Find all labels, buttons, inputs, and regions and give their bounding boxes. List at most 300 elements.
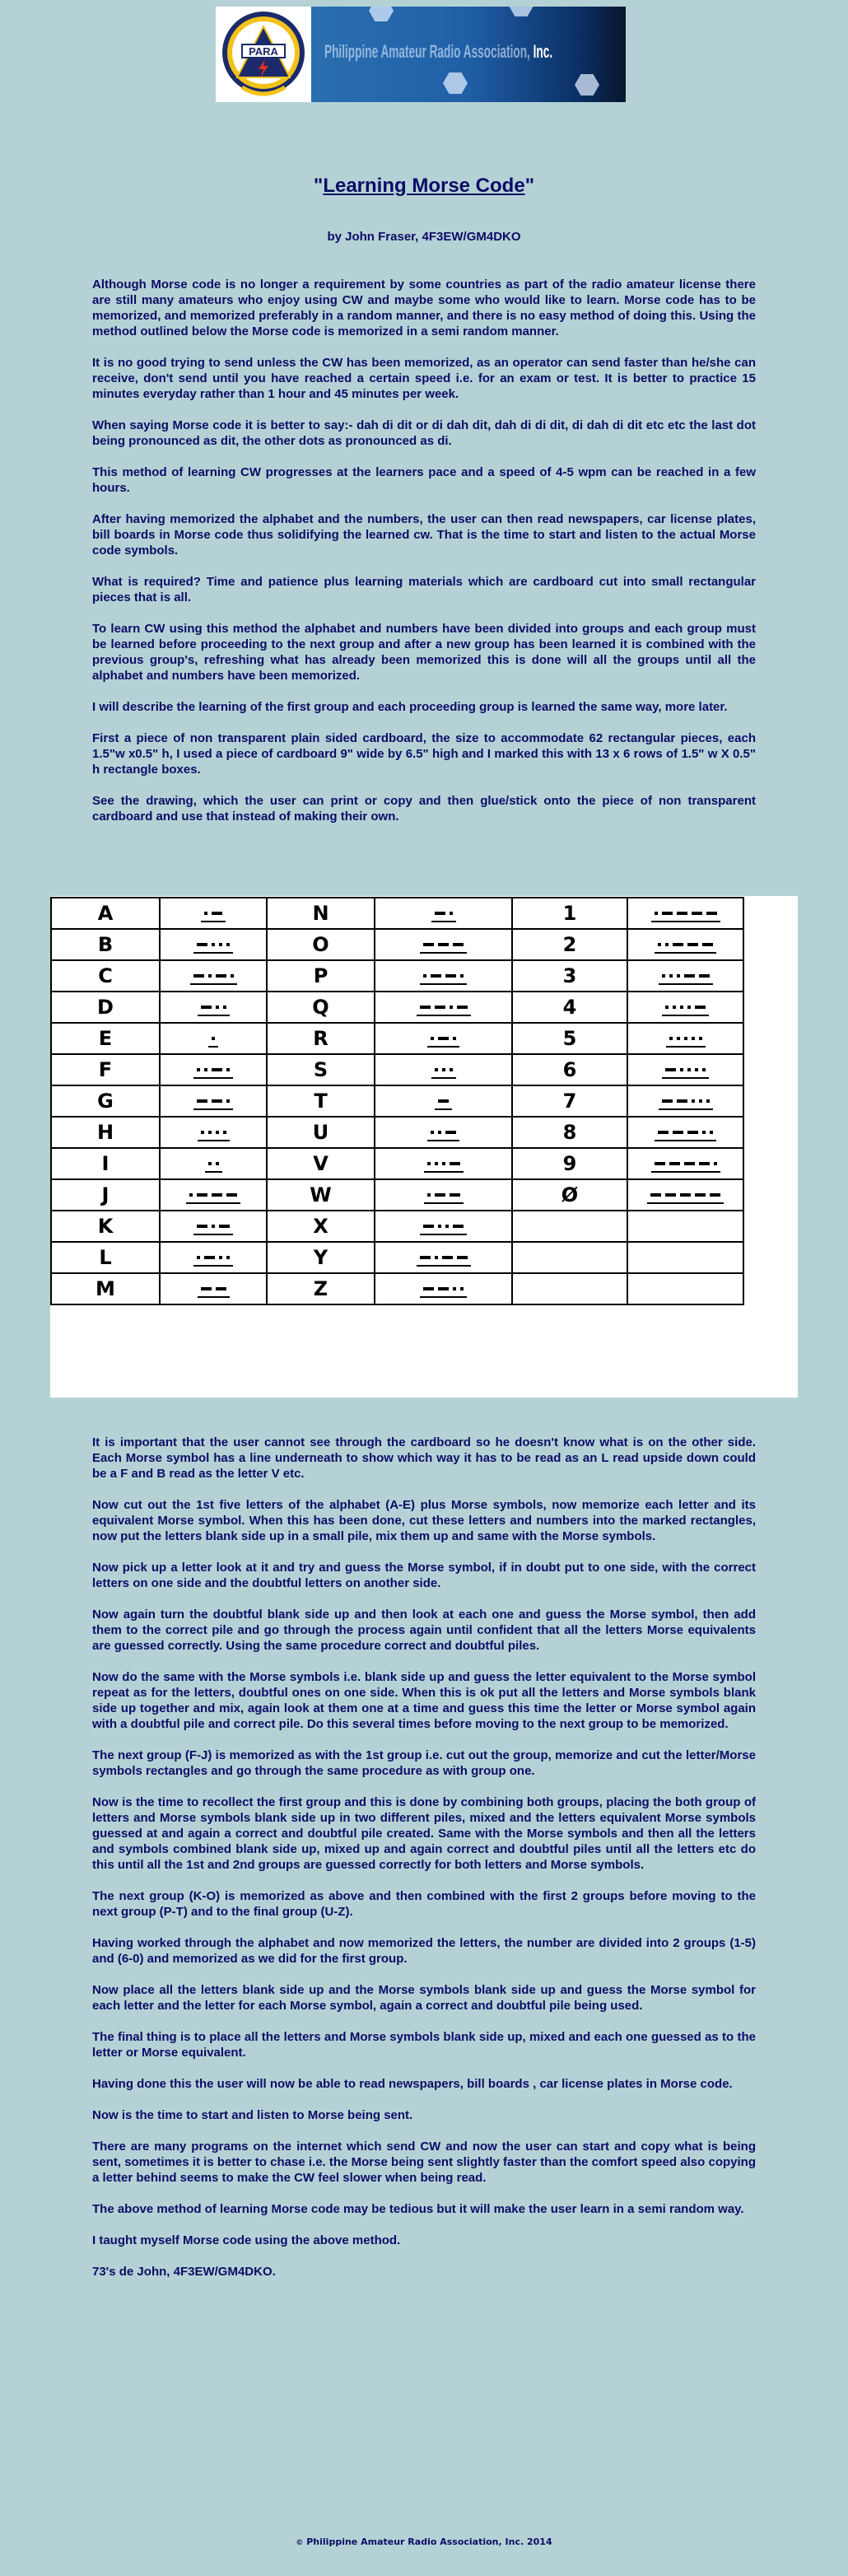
morse-symbol-cell bbox=[160, 898, 267, 929]
character-cell: 6 bbox=[512, 1054, 627, 1085]
morse-symbol-cell bbox=[627, 1211, 743, 1242]
dot-mark bbox=[219, 943, 222, 946]
morse-symbol bbox=[193, 1066, 233, 1079]
morse-symbol-cell bbox=[160, 929, 267, 960]
dot-mark bbox=[442, 1068, 445, 1071]
morse-symbol-cell bbox=[375, 1054, 512, 1085]
morse-symbol-cell bbox=[375, 1273, 512, 1304]
morse-symbol-cell bbox=[375, 992, 512, 1023]
morse-symbol-cell bbox=[627, 992, 743, 1023]
table-row bbox=[51, 960, 743, 992]
morse-symbol-cell bbox=[627, 1117, 743, 1148]
dash-mark bbox=[435, 912, 445, 915]
dot-mark bbox=[445, 1225, 449, 1228]
dash-mark bbox=[662, 912, 673, 915]
morse-symbol bbox=[647, 1192, 724, 1204]
orientation-underline bbox=[651, 1171, 720, 1173]
dot-mark bbox=[216, 1131, 219, 1134]
orientation-underline bbox=[205, 1171, 222, 1173]
dash-mark bbox=[423, 943, 434, 946]
dot-mark bbox=[208, 974, 212, 978]
morse-symbol bbox=[662, 1066, 709, 1079]
morse-symbol-cell bbox=[160, 1273, 267, 1304]
morse-symbol bbox=[417, 1004, 471, 1016]
character-cell: D bbox=[51, 992, 160, 1023]
character-cell: 1 bbox=[512, 898, 627, 929]
dash-mark bbox=[445, 1131, 456, 1134]
morse-symbol-cell bbox=[627, 1148, 743, 1179]
table-row bbox=[51, 1273, 743, 1304]
morse-symbol bbox=[659, 973, 713, 985]
paragraph: The final thing is to place all the letters and Morse symbols blank side up, mixed and each one guessed as to the letter or Morse equivalent. bbox=[92, 2030, 756, 2060]
dash-mark bbox=[662, 1099, 673, 1103]
morse-symbol bbox=[420, 941, 467, 954]
dot-mark bbox=[226, 943, 230, 946]
para-emblem-icon bbox=[217, 8, 310, 100]
dot-mark bbox=[212, 1225, 215, 1228]
dot-mark bbox=[189, 1193, 193, 1197]
dash-mark bbox=[420, 1006, 431, 1009]
character-cell: F bbox=[51, 1054, 160, 1085]
character-cell: N bbox=[267, 898, 375, 929]
orientation-underline bbox=[420, 1296, 467, 1298]
para-logo bbox=[216, 7, 311, 102]
dot-mark bbox=[450, 912, 453, 915]
dash-mark bbox=[212, 1099, 222, 1103]
dash-mark bbox=[423, 1287, 434, 1290]
morse-symbol bbox=[424, 1192, 464, 1204]
character-cell: B bbox=[51, 929, 160, 960]
character-cell: 7 bbox=[512, 1085, 627, 1117]
orientation-underline bbox=[420, 983, 467, 985]
morse-symbol bbox=[662, 1004, 709, 1016]
dot-mark bbox=[706, 1099, 710, 1103]
dot-mark bbox=[427, 1193, 431, 1197]
character-cell: Ø bbox=[512, 1179, 627, 1211]
table-row bbox=[51, 1242, 743, 1273]
dot-mark bbox=[197, 1256, 200, 1259]
character-cell: K bbox=[51, 1211, 160, 1242]
character-cell: J bbox=[51, 1179, 160, 1211]
morse-symbol-cell bbox=[160, 1023, 267, 1054]
dash-mark bbox=[212, 1193, 222, 1197]
morse-symbol-cell bbox=[627, 898, 743, 929]
dash-mark bbox=[197, 943, 207, 946]
morse-symbol bbox=[420, 973, 467, 985]
dash-mark bbox=[457, 1006, 468, 1009]
paragraph: First a piece of non transparent plain sided cardboard, the size to accommodate 62 rectangular pieces, each 1.5"w x0.5" h, I used a piece of cardboard 9" wide by 6.5" high and I marked this with 13 x 6 rows of 1.5" w X 0.5" h rectangle boxes. bbox=[92, 731, 756, 777]
orientation-underline bbox=[193, 1077, 233, 1079]
banner-suffix: Inc. bbox=[533, 41, 553, 62]
dash-mark bbox=[684, 1162, 695, 1165]
dash-mark bbox=[219, 1225, 230, 1228]
morse-symbol-cell bbox=[160, 1085, 267, 1117]
dot-mark bbox=[438, 1225, 441, 1228]
paragraph: Now place all the letters blank side up and the Morse symbols blank side up and guess the Morse symbol for each letter and the letter for each Morse symbol, again a correct and doubtful pile being used. bbox=[92, 1983, 756, 2013]
dot-mark bbox=[438, 1131, 441, 1134]
dash-mark bbox=[677, 912, 687, 915]
dot-mark bbox=[665, 1006, 669, 1009]
dot-mark bbox=[223, 1006, 226, 1009]
orientation-underline bbox=[435, 1108, 452, 1110]
character-cell: 8 bbox=[512, 1117, 627, 1148]
morse-symbol-cell bbox=[160, 960, 267, 992]
character-cell: 2 bbox=[512, 929, 627, 960]
morse-symbol bbox=[208, 1035, 218, 1048]
morse-symbol-cell bbox=[375, 1085, 512, 1117]
paragraph: It is no good trying to send unless the CW has been memorized, as an operator can send faster than he/she can receive, don't send until you have reached a certain speed i.e. for an exam or test. It is better to practice 15 minutes everyday rather than 1 hour and 45 minutes per week. bbox=[92, 356, 756, 401]
morse-code-chart bbox=[50, 896, 798, 1398]
dot-mark bbox=[677, 1037, 680, 1040]
dash-mark bbox=[673, 1131, 683, 1134]
dash-mark bbox=[710, 1193, 720, 1197]
morse-symbol bbox=[201, 910, 226, 922]
dot-mark bbox=[460, 974, 464, 978]
dash-mark bbox=[684, 974, 695, 978]
paragraph: Now is the time to start and listen to Morse being sent. bbox=[92, 2108, 413, 2122]
dot-mark bbox=[212, 1037, 215, 1040]
character-cell: 3 bbox=[512, 960, 627, 992]
page-title: "Learning Morse Code" bbox=[313, 175, 535, 197]
paragraph: Having done this the user will now be able to read newspapers, bill boards , car license plates in Morse code. bbox=[92, 2077, 733, 2091]
dash-mark bbox=[695, 1193, 706, 1197]
paragraph: Although Morse code is no longer a requirement by some countries as part of the radio amateur license there are still many amateurs who enjoy using CW and maybe some who would like to learn. Morse code has to be memorized, and memorized preferably in a random manner, and there is no easy method of doing this. Using the method outlined below the Morse code is memorized in a semi random manner. bbox=[92, 278, 756, 338]
paragraph: It is important that the user cannot see through the cardboard so he doesn't know what is on the other side. Each Morse symbol has a line underneath to show which way it has to be read as an L read upside down could be a F and B read as the letter V etc. bbox=[92, 1435, 756, 1481]
orientation-underline bbox=[193, 1265, 233, 1267]
dot-mark bbox=[231, 974, 234, 978]
table-row bbox=[51, 1179, 743, 1211]
dot-mark bbox=[208, 1162, 212, 1165]
dot-mark bbox=[687, 1006, 691, 1009]
morse-symbol-cell bbox=[375, 1211, 512, 1242]
dot-mark bbox=[226, 1256, 230, 1259]
dash-mark bbox=[453, 943, 464, 946]
character-cell: S bbox=[267, 1054, 375, 1085]
morse-symbol bbox=[427, 1035, 459, 1048]
character-cell: 5 bbox=[512, 1023, 627, 1054]
dash-mark bbox=[655, 1162, 665, 1165]
dash-mark bbox=[216, 1287, 226, 1290]
dash-mark bbox=[445, 974, 456, 978]
dash-mark bbox=[450, 1162, 460, 1165]
dash-mark bbox=[197, 1225, 207, 1228]
dash-mark bbox=[658, 1131, 669, 1134]
table-row bbox=[51, 1054, 743, 1085]
orientation-underline bbox=[198, 1140, 230, 1141]
dot-mark bbox=[219, 1256, 222, 1259]
dash-mark bbox=[438, 1037, 449, 1040]
morse-symbol-cell bbox=[160, 1211, 267, 1242]
dot-mark bbox=[226, 1068, 230, 1071]
morse-symbol bbox=[655, 941, 716, 954]
morse-symbol-cell bbox=[627, 1273, 743, 1304]
morse-symbol bbox=[193, 1254, 233, 1267]
morse-symbol-cell bbox=[160, 1054, 267, 1085]
paragraph: Having worked through the alphabet and now memorized the letters, the number are divided into 2 groups (1-5) and (6-0) and memorized as we did for the first group. bbox=[92, 1936, 756, 1966]
orientation-underline bbox=[659, 983, 713, 985]
dash-mark bbox=[212, 1068, 222, 1071]
paragraph: Now cut out the 1st five letters of the alphabet (A-E) plus Morse symbols, now memorize each letter and its equivalent Morse symbol. When this has been done, cut these letters and numbers into the marked rectangles, now put the letters blank side up in a small pile, mix them up and same with the Morse symbols. bbox=[92, 1498, 756, 1543]
dot-mark bbox=[427, 1162, 431, 1165]
method-paragraphs bbox=[92, 1435, 756, 2295]
dot-mark bbox=[216, 1162, 219, 1165]
dot-mark bbox=[655, 912, 658, 915]
dot-mark bbox=[460, 1287, 464, 1290]
table-row bbox=[51, 1211, 743, 1242]
paragraph: See the drawing, which the user can print or copy and then glue/stick onto the piece of non transparent cardboard and use that instead of making their own. bbox=[92, 794, 756, 824]
orientation-underline bbox=[417, 1265, 471, 1267]
dot-mark bbox=[684, 1037, 687, 1040]
morse-symbol-cell bbox=[627, 929, 743, 960]
dash-mark bbox=[450, 1193, 460, 1197]
dash-mark bbox=[677, 1099, 687, 1103]
character-cell: U bbox=[267, 1117, 375, 1148]
morse-symbol-cell bbox=[627, 1179, 743, 1211]
dot-mark bbox=[204, 1068, 207, 1071]
orientation-underline bbox=[424, 1202, 464, 1204]
morse-table bbox=[50, 897, 744, 1305]
dash-mark bbox=[442, 1256, 453, 1259]
copyright-icon: © bbox=[296, 2539, 304, 2547]
paragraph: Now is the time to recollect the first group and this is done by combining both groups, placing the both group of letters and Morse symbols blank side up in two different piles, mixed and the letters equivalent Morse symbols guessed at and again a correct and doubtful pile created. Same with the Morse symbols and then all the letters and symbols combined blank side up, mixed up and again correct and doubtful piles until all the letters etc do this until all the 1st and 2nd groups are guessed correctly for both letters and Morse symbols. bbox=[92, 1795, 756, 1872]
character-cell bbox=[512, 1273, 627, 1304]
morse-symbol bbox=[186, 1192, 240, 1204]
morse-symbol-cell bbox=[627, 960, 743, 992]
orientation-underline bbox=[201, 921, 226, 922]
paragraph: 73's de John, 4F3EW/GM4DKO. bbox=[92, 2265, 276, 2279]
orientation-underline bbox=[651, 921, 720, 922]
morse-symbol bbox=[198, 1129, 230, 1141]
morse-symbol-cell bbox=[375, 929, 512, 960]
dot-mark bbox=[435, 1162, 438, 1165]
site-banner bbox=[216, 7, 626, 102]
dash-mark bbox=[665, 1068, 676, 1071]
character-cell bbox=[512, 1242, 627, 1273]
orientation-underline bbox=[647, 1202, 724, 1204]
dot-mark bbox=[699, 1099, 702, 1103]
dash-mark bbox=[423, 1225, 434, 1228]
dash-mark bbox=[226, 1193, 237, 1197]
paragraph: The next group (F-J) is memorized as with the 1st group i.e. cut out the group, memorize and cut the letter/Morse symbols rectangles and go through the same procedure as with group one. bbox=[92, 1748, 756, 1778]
orientation-underline bbox=[427, 1140, 459, 1141]
orientation-underline bbox=[186, 1202, 240, 1204]
table-row bbox=[51, 898, 743, 929]
morse-symbol-cell bbox=[160, 1242, 267, 1273]
dot-mark bbox=[669, 1037, 673, 1040]
morse-symbol bbox=[655, 1129, 716, 1141]
orientation-underline bbox=[655, 1140, 716, 1141]
intro-paragraphs bbox=[92, 277, 756, 840]
paragraph: I taught myself Morse code using the above method. bbox=[92, 2233, 401, 2247]
paragraph: When saying Morse code it is better to say:- dah di dit or di dah dit, dah di di dit, di dah di dit etc etc the last dot being pronounced as dit, the other dots as pronounced as di. bbox=[92, 418, 756, 448]
orientation-underline bbox=[193, 1108, 233, 1110]
orientation-underline bbox=[198, 1015, 230, 1016]
dot-mark bbox=[442, 1162, 445, 1165]
orientation-underline bbox=[420, 952, 467, 954]
character-cell: E bbox=[51, 1023, 160, 1054]
dash-mark bbox=[201, 1287, 212, 1290]
character-cell: X bbox=[267, 1211, 375, 1242]
orientation-underline bbox=[193, 1234, 233, 1235]
character-cell: O bbox=[267, 929, 375, 960]
morse-symbol bbox=[431, 1066, 456, 1079]
dash-mark bbox=[699, 974, 710, 978]
morse-symbol bbox=[651, 1160, 720, 1173]
paragraph: The above method of learning Morse code may be tedious but it will make the user learn in a semi random way. bbox=[92, 2202, 744, 2216]
dash-mark bbox=[687, 943, 698, 946]
dot-mark bbox=[695, 1068, 698, 1071]
dash-mark bbox=[201, 1006, 212, 1009]
orientation-underline bbox=[666, 1046, 706, 1048]
character-cell: M bbox=[51, 1273, 160, 1304]
dot-mark bbox=[208, 1131, 212, 1134]
dash-mark bbox=[438, 1287, 449, 1290]
table-row bbox=[51, 1085, 743, 1117]
dash-mark bbox=[435, 1006, 445, 1009]
dot-mark bbox=[658, 943, 661, 946]
character-cell: 9 bbox=[512, 1148, 627, 1179]
morse-symbol-cell bbox=[160, 1148, 267, 1179]
dot-mark bbox=[226, 1099, 230, 1103]
dash-mark bbox=[665, 1193, 676, 1197]
character-cell: A bbox=[51, 898, 160, 929]
dash-mark bbox=[431, 974, 441, 978]
dot-mark bbox=[453, 1037, 456, 1040]
dash-mark bbox=[669, 1162, 680, 1165]
morse-symbol bbox=[424, 1160, 464, 1173]
dash-mark bbox=[695, 1006, 706, 1009]
morse-symbol-cell bbox=[375, 1242, 512, 1273]
dot-mark bbox=[710, 1131, 713, 1134]
morse-symbol bbox=[420, 1223, 467, 1235]
character-cell bbox=[512, 1211, 627, 1242]
morse-symbol bbox=[193, 941, 233, 954]
dot-mark bbox=[431, 1037, 434, 1040]
dash-mark bbox=[699, 1162, 710, 1165]
orientation-underline bbox=[193, 952, 233, 954]
dash-mark bbox=[438, 1099, 449, 1103]
character-cell: T bbox=[267, 1085, 375, 1117]
morse-symbol bbox=[435, 1098, 452, 1110]
dash-mark bbox=[204, 1256, 215, 1259]
table-row bbox=[51, 1148, 743, 1179]
morse-symbol-cell bbox=[375, 1117, 512, 1148]
morse-symbol-cell bbox=[375, 1148, 512, 1179]
dot-mark bbox=[687, 1068, 691, 1071]
orientation-underline bbox=[208, 1046, 218, 1048]
dot-mark bbox=[450, 1006, 453, 1009]
morse-symbol-cell bbox=[375, 1179, 512, 1211]
morse-symbol bbox=[205, 1160, 222, 1173]
paragraph: There are many programs on the internet which send CW and now the user can start and copy what is being sent, sometimes it is better to chase i.e. the Morse being sent slightly faster than the comfort speed also copying a letter behind seems to make the CW feel slower when being read. bbox=[92, 2140, 756, 2185]
character-cell: H bbox=[51, 1117, 160, 1148]
morse-symbol bbox=[193, 1223, 233, 1235]
character-cell: L bbox=[51, 1242, 160, 1273]
dash-mark bbox=[692, 912, 702, 915]
dot-mark bbox=[435, 1068, 438, 1071]
dash-mark bbox=[650, 1193, 661, 1197]
dash-mark bbox=[438, 943, 449, 946]
orientation-underline bbox=[417, 1015, 471, 1016]
orientation-underline bbox=[424, 1171, 464, 1173]
dash-mark bbox=[193, 974, 204, 978]
paragraph: The next group (K-O) is memorized as above and then combined with the first 2 groups before moving to the next group (P-T) and to the final group (U-Z). bbox=[92, 1889, 756, 1919]
dash-mark bbox=[197, 1099, 207, 1103]
morse-symbol bbox=[193, 1098, 233, 1110]
title-link[interactable]: Learning Morse Code bbox=[323, 175, 525, 197]
dot-mark bbox=[702, 1068, 706, 1071]
morse-symbol bbox=[198, 1286, 230, 1298]
morse-symbol-cell bbox=[160, 992, 267, 1023]
morse-symbol-cell bbox=[375, 1023, 512, 1054]
dot-mark bbox=[669, 974, 673, 978]
dash-mark bbox=[216, 974, 226, 978]
paragraph: This method of learning CW progresses at the learners pace and a speed of 4-5 wpm can be reached in a few hours. bbox=[92, 465, 756, 495]
table-row bbox=[51, 1023, 743, 1054]
morse-symbol bbox=[431, 910, 456, 922]
morse-symbol-cell bbox=[160, 1179, 267, 1211]
morse-symbol-cell bbox=[627, 1242, 743, 1273]
orientation-underline bbox=[431, 921, 456, 922]
character-cell: G bbox=[51, 1085, 160, 1117]
character-cell: Z bbox=[267, 1273, 375, 1304]
dot-mark bbox=[699, 1037, 702, 1040]
morse-symbol-cell bbox=[627, 1023, 743, 1054]
dot-mark bbox=[662, 974, 665, 978]
orientation-underline bbox=[662, 1015, 709, 1016]
dash-mark bbox=[457, 1256, 468, 1259]
dash-mark bbox=[197, 1193, 207, 1197]
orientation-underline bbox=[420, 1234, 467, 1235]
orientation-underline bbox=[198, 1296, 230, 1298]
morse-symbol-cell bbox=[375, 898, 512, 929]
author-byline: by John Fraser, 4F3EW/GM4DKO bbox=[327, 230, 521, 244]
character-cell: I bbox=[51, 1148, 160, 1179]
paragraph: After having memorized the alphabet and the numbers, the user can then read newspapers, car license plates, bill boards in Morse code thus solidifying the learned cw. That is the time to start and listen to the actual Morse code symbols. bbox=[92, 512, 756, 558]
dot-mark bbox=[665, 943, 669, 946]
orientation-underline bbox=[431, 1077, 456, 1079]
dot-mark bbox=[423, 974, 426, 978]
dot-mark bbox=[692, 1037, 695, 1040]
morse-symbol-cell bbox=[375, 960, 512, 992]
paragraph: What is required? Time and patience plus learning materials which are cardboard cut into small rectangular pieces that is all. bbox=[92, 575, 756, 604]
orientation-underline bbox=[427, 1046, 459, 1048]
banner-association-name: Philippine Amateur Radio Association, Inc. bbox=[324, 41, 553, 62]
dot-mark bbox=[201, 1131, 204, 1134]
dot-mark bbox=[435, 1256, 438, 1259]
dot-mark bbox=[223, 1131, 226, 1134]
dot-mark bbox=[197, 1068, 200, 1071]
morse-symbol-cell bbox=[160, 1117, 267, 1148]
character-cell: C bbox=[51, 960, 160, 992]
paragraph: Now do the same with the Morse symbols i.e. blank side up and guess the letter equivalent to the Morse symbol repeat as for the letters, doubtful ones on one side. When this is ok put all the letters and Morse symbols blank side up together and mix, again look at them one at a time and guess this time the letter or Morse symbol again with a doubtful pile and correct pile. Do this several times before moving to the next group to be memorized. bbox=[92, 1670, 756, 1731]
dot-mark bbox=[453, 1287, 456, 1290]
morse-symbol-cell bbox=[627, 1085, 743, 1117]
paragraph: Now pick up a letter look at it and try and guess the Morse symbol, if in doubt put to one side, with the correct letters on one side and the doubtful letters on another side. bbox=[92, 1561, 756, 1590]
character-cell: R bbox=[267, 1023, 375, 1054]
dot-mark bbox=[450, 1068, 453, 1071]
morse-symbol bbox=[651, 910, 720, 922]
logo-text: PARA bbox=[249, 45, 278, 58]
paragraph: I will describe the learning of the first group and each proceeding group is learned the same way, more later. bbox=[92, 700, 728, 714]
dot-mark bbox=[702, 1131, 706, 1134]
morse-symbol-cell bbox=[627, 1054, 743, 1085]
table-row bbox=[51, 929, 743, 960]
morse-symbol bbox=[666, 1035, 706, 1048]
dash-mark bbox=[673, 943, 683, 946]
orientation-underline bbox=[655, 952, 716, 954]
dot-mark bbox=[714, 1162, 717, 1165]
